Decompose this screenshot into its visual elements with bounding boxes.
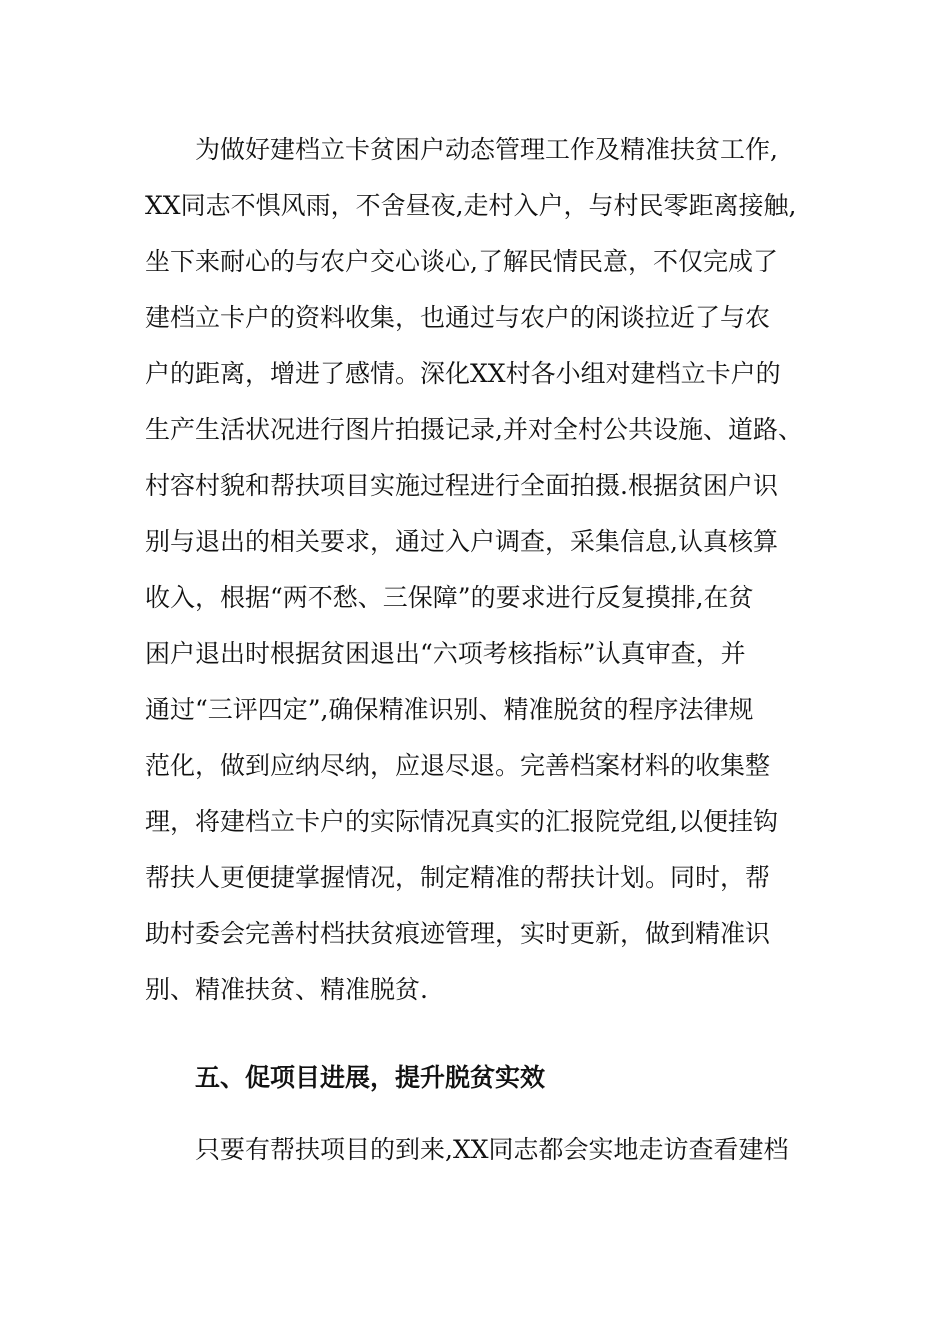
paragraph-2-line-1: 只要有帮扶项目的到来,XX同志都会实地走访查看建档 (195, 1135, 789, 1164)
paragraph-1-line-15: 助村委会完善村档扶贫痕迹管理，实时更新，做到精准识 (145, 919, 771, 948)
section-heading: 五、促项目进展，提升脱贫实效 (195, 1063, 546, 1092)
paragraph-1-line-1: 为做好建档立卡贫困户动态管理工作及精准扶贫工作, (195, 135, 778, 164)
paragraph-1-line-6: 生产生活状况进行图片拍摄记录,并对全村公共设施、道路、 (145, 415, 803, 444)
paragraph-1-line-3: 坐下来耐心的与农户交心谈心,了解民情民意，不仅完成了 (145, 247, 778, 276)
paragraph-1-line-16: 别、精准扶贫、精准脱贫. (145, 975, 428, 1004)
paragraph-1-line-5: 户的距离，增进了感情。深化XX村各小组对建档立卡户的 (145, 359, 781, 388)
paragraph-1-line-8: 别与退出的相关要求，通过入户调查，采集信息,认真核算 (145, 527, 778, 556)
paragraph-1-line-9: 收入，根据“两不愁、三保障”的要求进行反复摸排,在贫 (145, 583, 754, 612)
paragraph-1-line-11: 通过“三评四定”,确保精准识别、精准脱贫的程序法律规 (145, 695, 754, 724)
paragraph-1-line-7: 村容村貌和帮扶项目实施过程进行全面拍摄.根据贫困户识 (145, 471, 778, 500)
paragraph-1-line-10: 困户退出时根据贫困退出“六项考核指标”认真审查，并 (145, 639, 746, 668)
paragraph-1-line-2: XX同志不惧风雨，不舍昼夜,走村入户，与村民零距离接触, (145, 191, 797, 220)
paragraph-1-line-14: 帮扶人更便捷掌握情况，制定精准的帮扶计划。同时，帮 (145, 863, 771, 892)
paragraph-1-line-13: 理，将建档立卡户的实际情况真实的汇报院党组,以便挂钩 (145, 807, 778, 836)
paragraph-1-line-4: 建档立卡户的资料收集，也通过与农户的闲谈拉近了与农 (145, 303, 771, 332)
paragraph-1-line-12: 范化，做到应纳尽纳，应退尽退。完善档案材料的收集整 (145, 751, 771, 780)
